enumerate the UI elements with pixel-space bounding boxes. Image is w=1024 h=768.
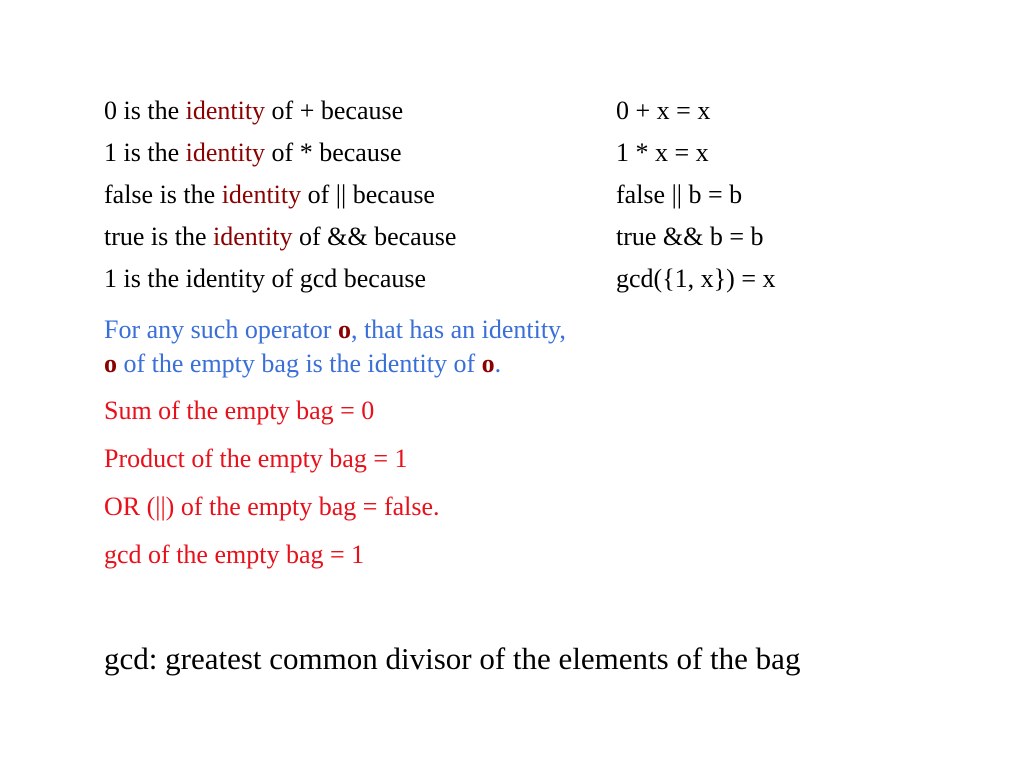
operator-symbol: o	[104, 349, 117, 378]
result-sum: Sum of the empty bag = 0	[104, 396, 375, 425]
identity-statement: 1 is the identity of * because	[104, 138, 402, 167]
principle-statement	[104, 313, 566, 381]
identity-keyword: identity	[185, 96, 266, 125]
identity-statement: 1 is the identity of gcd because	[104, 264, 427, 293]
identity-keyword: identity	[213, 222, 293, 251]
identity-formula: false || b = b	[616, 180, 743, 209]
principle-line-2: o of the empty bag is the identity of o.	[104, 349, 502, 378]
result-gcd: gcd of the empty bag = 1	[104, 540, 365, 569]
identity-formula: 0 + x = x	[616, 96, 711, 125]
identity-formula: 1 * x = x	[616, 138, 709, 167]
identity-keyword: identity	[221, 180, 302, 209]
identity-statement: false is the identity of || because	[104, 180, 435, 209]
identity-formula: true && b = b	[616, 222, 764, 251]
principle-line-1: For any such operator o, that has an identity,	[104, 315, 566, 344]
gcd-footnote: gcd: greatest common divisor of the elements of the bag	[104, 641, 801, 676]
identity-statement: 0 is the identity of + because	[104, 96, 404, 125]
result-or: OR (||) of the empty bag = false.	[104, 492, 440, 521]
result-product: Product of the empty bag = 1	[104, 444, 408, 473]
identity-keyword: identity	[185, 138, 266, 167]
operator-symbol: o	[337, 315, 351, 344]
identity-formula: gcd({1, x}) = x	[616, 264, 776, 293]
operator-symbol: o	[481, 349, 495, 378]
identity-statement: true is the identity of && because	[104, 222, 457, 251]
